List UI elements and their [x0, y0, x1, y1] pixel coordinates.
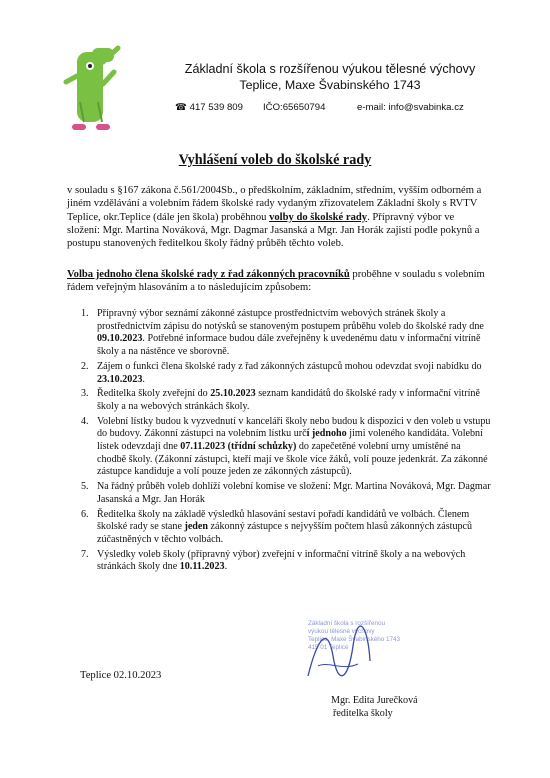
document-title: Vyhlášení voleb do školské rady — [178, 152, 372, 168]
list-item-text: 25.10.2023 — [210, 388, 256, 400]
list-item-text: 23.10.2023 — [97, 373, 143, 385]
list-item-number: 4. — [81, 415, 89, 427]
list-item — [81, 361, 491, 386]
list-item-text: 10.11.2023 — [179, 561, 225, 573]
school-address: Teplice, Maxe Švabinského 1743 — [239, 78, 421, 92]
list-item-text: do zapečetěné volební urny umístěné na chodbě školy. (Zákonní zástupci, kteří mají ve škole více žáků, volí pouze jedenkrát. Za zákonné zástupce kandiduje a volí pouze jeden ze zákonných zástupců). — [97, 441, 488, 478]
list-item-text: jimi voleného kandidáta. Volební lístek odevzdají dne — [97, 428, 483, 453]
stamp-line: 415 01 Teplice — [308, 644, 349, 651]
school-logo — [62, 42, 124, 138]
list-item-text: 07.11.2023 (třídní schůzky) — [180, 441, 297, 453]
phone-icon: ☎ — [175, 102, 187, 113]
stamp-line: výukou tělesné výchovy — [308, 628, 375, 635]
list-item-text: Volební lístky budou k vyzvednutí v kanceláři školy nebo budou k dispozici v den voleb u vstupu do budovy. Zákonní zástupci na volebním lístku — [97, 415, 491, 440]
list-item-text: urč — [293, 428, 307, 440]
list-item-text: Na řádný průběh voleb dohlíží volební komise ve složení: Mgr. Martina Nováková, Mgr. Dagmar Jasanská a Mgr. Jan Horák — [97, 481, 491, 505]
signer-role: ředitelka školy — [333, 707, 393, 719]
elections-link: volby do školské rady — [269, 211, 368, 223]
stamp-line: Základní škola s rozšířenou — [308, 620, 385, 627]
election-method-paragraph: Volba jednoho člena školské rady z řad zákonných pracovníků proběhne v souladu s volebním řádem veřejným hlasováním a to následujícím způsobem: — [67, 269, 485, 294]
list-item-text: zákonný zástupce s nejvyšším počtem hlasů zákonných zástupců zúčastněných v těchto volbách. — [97, 521, 473, 545]
list-item-number: 3. — [81, 388, 89, 400]
list-item-text: Ředitelka školy na základě výsledků hlasování sestaví pořadí kandidátů ve volbách. Členem školské rady se stane — [97, 508, 470, 533]
list-item — [81, 509, 491, 547]
phone-number: ☎ 417 539 809 — [175, 102, 243, 113]
list-item-text: jeden — [184, 521, 209, 533]
signature — [298, 616, 378, 686]
letterhead — [150, 62, 510, 92]
list-item — [81, 308, 491, 359]
ico-number: IČO:65650794 — [263, 102, 326, 113]
place-date: Teplice 02.10.2023 — [80, 670, 162, 681]
list-item-text: Výsledky voleb školy (přípravný výbor) zveřejní v informační vitríně školy a na webových stránkách školy dne — [97, 548, 466, 573]
list-item-text: . — [224, 561, 228, 573]
list-item-text: 09.10.2023 — [97, 333, 143, 345]
list-item-text: . Potřebné informace budou dále zveřejněny k uvedenému datu v informační vitríně školy a na nástěnce ve sborovně. — [97, 333, 481, 358]
election-steps-list — [81, 308, 491, 576]
list-item-number: 5. — [81, 481, 89, 493]
list-item — [81, 388, 491, 413]
school-name: Základní škola s rozšířenou výukou tělesné výchovy — [184, 62, 476, 76]
list-item-text: Ředitelka školy zveřejní do — [97, 388, 211, 400]
list-item-text: . — [142, 373, 145, 385]
list-item — [81, 416, 491, 480]
signature-block — [331, 695, 418, 720]
list-item-text: í jednoho — [306, 428, 347, 440]
list-item-text: seznam kandidátů do školské rady v informační vitríně školy a na webových stránkách školy. — [97, 388, 480, 412]
list-item-text: Přípravný výbor seznámí zákonné zástupce prostřednictvím webových stránek školy a prostřednictvím zápisu do notýsků se stanoveným postupem průběhu voleb do školské rady dne — [97, 308, 484, 332]
intro-paragraph: v souladu s §167 zákona č.561/2004Sb., o předškolním, základním, středním, vyšším odborném a jiném vzdělávání a volebním řádem školské rady vydaným zřizovatelem Základní školy s RVTV Teplice, okr.Teplice (dále jen škola) proběhnou volby do školské rady. Přípravný výbor ve složení: Mgr. Martina Nováková, Mgr. Dagmar Jasanská a Mgr. Jan Horák zajistí podle pokynů a postupu stanovených ředitelkou školy řádný průběh těchto voleb. — [67, 185, 482, 250]
list-item — [81, 549, 491, 574]
list-item-number: 1. — [81, 308, 89, 319]
list-item-number: 2. — [81, 360, 89, 372]
email-address: e-mail: info@svabinka.cz — [357, 102, 464, 113]
list-item — [81, 481, 491, 506]
stamp-line: Teplice, Maxe Švabinského 1743 — [308, 636, 401, 643]
list-item-text: Zájem o funkci člena školské rady z řad zákonných zástupců mohou odevzdat svoji nabídku do — [97, 360, 482, 372]
list-item-number: 6. — [81, 508, 89, 520]
signer-name: Mgr. Edita Jurečková — [331, 695, 418, 706]
list-item-number: 7. — [81, 548, 89, 560]
